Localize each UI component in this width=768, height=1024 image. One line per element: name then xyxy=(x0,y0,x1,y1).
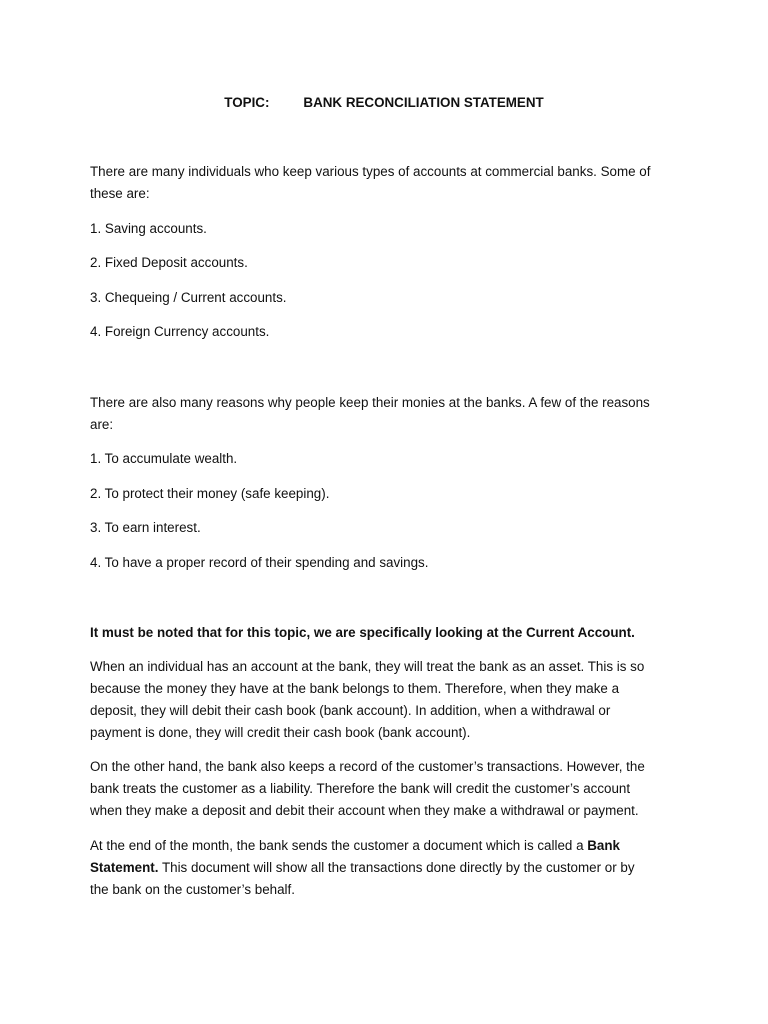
paragraph-asset-line: deposit, they will debit their cash book (bank account). In addition, when a withdrawal or xyxy=(90,703,611,718)
intro-paragraph-2-line-2: are: xyxy=(90,417,114,432)
statement-text: At the end of the month, the bank sends the customer a document which is called a xyxy=(90,838,588,853)
list-item-account: 2. Fixed Deposit accounts. xyxy=(90,255,248,270)
intro-paragraph-1-line-2: these are: xyxy=(90,186,150,201)
paragraph-liability-line: bank treats the customer as a liability. Therefore the bank will credit the customer’s account xyxy=(90,781,631,796)
paragraph-liability-line: On the other hand, the bank also keeps a record of the customer’s transactions. However, the xyxy=(90,759,645,774)
paragraph-asset-line: payment is done, they will credit their cash book (bank account). xyxy=(90,725,471,740)
paragraph-asset-line: When an individual has an account at the bank, they will treat the bank as an asset. This is so xyxy=(90,659,645,674)
list-item-account: 1. Saving accounts. xyxy=(90,221,207,236)
list-item-reason: 1. To accumulate wealth. xyxy=(90,451,238,466)
intro-paragraph-1-line-1: There are many individuals who keep various types of accounts at commercial banks. Some of xyxy=(90,164,651,179)
paragraph-asset-line: because the money they have at the bank belongs to them. Therefore, when they make a xyxy=(90,681,620,696)
note-current-account: It must be noted that for this topic, we are specifically looking at the Current Account. xyxy=(90,625,635,640)
list-item-reason: 4. To have a proper record of their spending and savings. xyxy=(90,555,429,570)
page-title xyxy=(0,93,768,113)
statement-text: This document will show all the transactions done directly by the customer or by xyxy=(158,860,635,875)
intro-paragraph-2-line-1: There are also many reasons why people keep their monies at the banks. A few of the reasons xyxy=(90,395,650,410)
list-item-account: 4. Foreign Currency accounts. xyxy=(90,324,270,339)
title-label: TOPIC: xyxy=(224,95,270,110)
bank-statement-term: Bank xyxy=(587,838,620,853)
paragraph-statement-line-1 xyxy=(90,835,680,857)
bank-statement-term: Statement. xyxy=(90,860,159,875)
list-item-account: 3. Chequeing / Current accounts. xyxy=(90,290,287,305)
title-text: BANK RECONCILIATION STATEMENT xyxy=(303,95,544,110)
paragraph-liability-line: when they make a deposit and debit their account when they make a withdrawal or payment. xyxy=(90,803,639,818)
list-item-reason: 2. To protect their money (safe keeping). xyxy=(90,486,330,501)
list-item-reason: 3. To earn interest. xyxy=(90,520,201,535)
paragraph-statement-line-2 xyxy=(90,857,680,879)
paragraph-statement-line-3: the bank on the customer’s behalf. xyxy=(90,882,295,897)
